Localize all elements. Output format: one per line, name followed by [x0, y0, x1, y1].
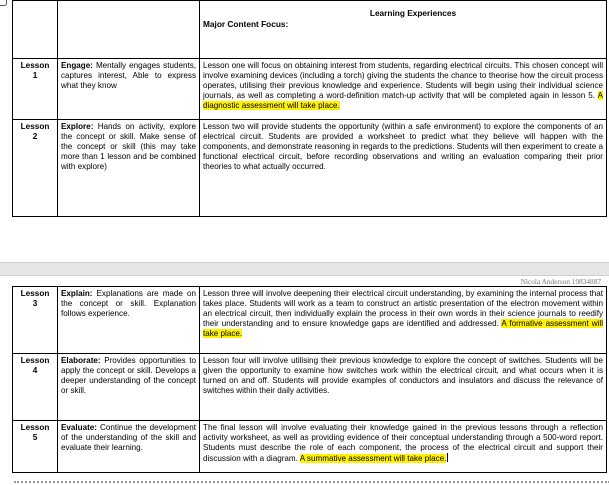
page-break-gap — [0, 262, 609, 276]
lesson-label: Lesson — [20, 356, 50, 365]
table-row — [13, 59, 607, 120]
focus-text: Hands on activity, explore the concept or skill. Make sense of the concept or skill (this may take more than 1 lesson and be combined with explore) — [61, 122, 196, 172]
focus-text: Continue the development of the understanding of the skill and evaluate their learning. — [61, 423, 196, 453]
lesson-number: 1 — [32, 71, 38, 80]
focus-cell — [58, 354, 200, 421]
lesson-label: Lesson — [20, 61, 50, 70]
learning-experiences-heading: Learning Experiences — [369, 8, 457, 18]
table-header-row — [13, 1, 607, 59]
focus-title: Elaborate: — [61, 356, 101, 365]
lesson-number-cell — [13, 287, 58, 354]
header-empty-cell — [13, 1, 58, 59]
experience-text: Lesson four will involve utilising their previous knowledge to explore the concept of switches. Students will be given the opportunity to examine how switches work within the electrical circuit, and what occurs when it is turned on and off. Students will provide examples of conductors and insulators and discuss the relevance of switches within their daily activities. — [203, 356, 603, 396]
assessment-highlight: A summative assessment will take place. — [299, 454, 447, 464]
table-row — [13, 287, 607, 354]
lesson-number-cell — [13, 421, 58, 473]
focus-text: Explanations are made on the concept or skill. Explanation follows experience. — [61, 289, 196, 319]
experience-text: Lesson three will involve deepening their electrical circuit understanding, by examining the internal process that takes place. Students will work as a team to construct an artistic presentation of the electron movement within an electrical circuit, then individually explain the process in their own words in their science journals to reedify their understanding and to ensure knowledge gaps are identified and addressed. — [203, 289, 603, 329]
experience-cell — [200, 120, 607, 217]
document-page-2 — [0, 276, 609, 485]
assessment-highlight: A diagnostic assessment will take place. — [203, 91, 603, 111]
page-corner-marker — [0, 0, 7, 6]
lesson-number-cell — [13, 120, 58, 217]
lesson-number-cell — [13, 59, 58, 120]
author-footer: Nicola Anderson 19834887 — [520, 277, 601, 286]
lesson-label: Lesson — [20, 423, 50, 432]
focus-title: Explain: — [61, 289, 93, 298]
focus-text: Provides opportunities to apply the concept or skill. Develops a deeper understanding of the concept or skill. — [61, 356, 196, 396]
focus-cell — [58, 120, 200, 217]
experience-cell — [200, 59, 607, 120]
experience-cell — [200, 354, 607, 421]
focus-title: Explore: — [61, 122, 94, 131]
assessment-highlight: A formative assessment will take place. — [203, 319, 603, 339]
table-row — [13, 421, 607, 473]
focus-cell — [58, 421, 200, 473]
experience-text: Lesson two will provide students the opportunity (within a safe environment) to explore the components of an electrical circuit. Students are provided a worksheet to predict what they believe will happen with the components, and demonstrate reasoning in regards to the predictions. Students will then experiment to create a functional electrical circuit, before recording observations and writing an evaluation comparing their prior theories to what actually occurred. — [203, 122, 603, 172]
focus-text: Mentally engages students, captures interest, Able to express what they know — [61, 61, 196, 91]
lesson-number: 5 — [32, 433, 38, 442]
table-row — [13, 120, 607, 217]
experience-text: Lesson one will focus on obtaining interest from students, regarding electrical circuits. This chosen concept will involve examining devices (including a torch) giving the students the chance to theorise how the circuit process operates, utilising their previous knowledge and experience. Students will begin using their individual science journals, as well as completing a word-definition match-up activity that will be completed again in lesson 5. — [203, 61, 603, 101]
lesson-label: Lesson — [20, 289, 50, 298]
focus-title: Engage: — [61, 61, 93, 70]
lesson-label: Lesson — [20, 122, 50, 131]
header-empty-cell — [58, 1, 200, 59]
major-content-focus-heading: Major Content Focus: — [203, 19, 289, 29]
lesson-number: 4 — [32, 366, 38, 375]
text-cursor — [447, 453, 448, 462]
experience-cell[interactable] — [200, 421, 607, 473]
focus-title: Evaluate: — [61, 423, 97, 432]
lesson-table-part-1 — [12, 0, 607, 217]
lesson-number: 3 — [32, 299, 38, 308]
lesson-number-cell — [13, 354, 58, 421]
experience-text: The final lesson will involve evaluating their knowledge gained in the previous lessons through a reflection activity worksheet, as well as providing evidence of their conceptual understanding through a 500-word report. Students must describe the role of each component, the process of the electrical circuit and support their discussion with a diagram. — [203, 423, 603, 464]
lesson-number: 2 — [32, 132, 38, 141]
header-title-cell — [200, 1, 607, 59]
focus-cell — [58, 59, 200, 120]
focus-cell — [58, 287, 200, 354]
lesson-table-part-2 — [12, 286, 607, 473]
experience-cell — [200, 287, 607, 354]
table-row — [13, 354, 607, 421]
cut-off-text-line — [14, 481, 609, 485]
